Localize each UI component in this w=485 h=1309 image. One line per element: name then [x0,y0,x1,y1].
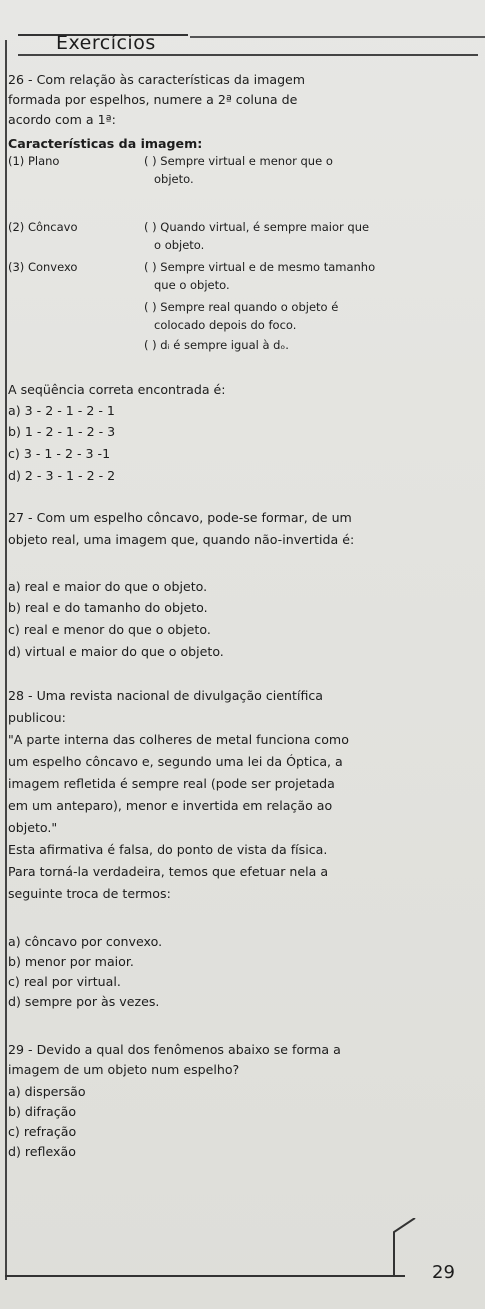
q26-col1-item: (2) Côncavo [8,220,78,234]
q28-line: publicou: [8,710,66,725]
q27-prompt-line: 27 - Com um espelho côncavo, pode-se formar, de um [8,510,352,525]
page-number: 29 [432,1262,455,1283]
q29-prompt-line: 29 - Devido a qual dos fenômenos abaixo se forma a [8,1042,341,1057]
q28-line: um espelho côncavo e, segundo uma lei da Óptica, a [8,754,343,769]
page-title: Exercícios [56,32,156,54]
frame-line [18,54,478,56]
q26-option: a) 3 - 2 - 1 - 2 - 1 [8,403,115,418]
q27-option: c) real e menor do que o objeto. [8,622,211,637]
q28-line: seguinte troca de termos: [8,886,171,901]
frame-line [190,36,485,38]
q26-col1-item: (3) Convexo [8,260,78,274]
q28-line: Esta afirmativa é falsa, do ponto de vista da física. [8,842,328,857]
q28-option: b) menor por maior. [8,954,134,969]
q26-col2-item: ( ) Sempre real quando o objeto é [144,300,339,314]
q26-col2-item: colocado depois do foco. [154,318,297,332]
q29-option: a) dispersão [8,1084,86,1099]
q28-line: em um anteparo), menor e invertida em relação ao [8,798,333,813]
q29-option: d) reflexão [8,1144,76,1159]
q26-prompt-line: 26 - Com relação às características da imagem [8,72,306,87]
q26-answer-prompt: A seqüência correta encontrada é: [8,382,226,397]
q28-line: objeto." [8,820,58,835]
q28-line: 28 - Uma revista nacional de divulgação científica [8,688,324,703]
q26-option: d) 2 - 3 - 1 - 2 - 2 [8,468,116,483]
frame-line [5,1275,405,1277]
q26-col2-item: ( ) dᵢ é sempre igual à dₒ. [144,338,289,352]
q28-option: c) real por virtual. [8,974,121,989]
q28-line: "A parte interna das colheres de metal funciona como [8,732,349,747]
q26-col2-item: objeto. [154,172,194,186]
q26-prompt-line: acordo com a 1ª: [8,112,116,127]
q27-option: a) real e maior do que o objeto. [8,579,208,594]
q26-option: c) 3 - 1 - 2 - 3 -1 [8,446,111,461]
q27-option: d) virtual e maior do que o objeto. [8,644,224,659]
q26-col1-item: (1) Plano [8,154,60,168]
frame-line [5,40,7,1280]
q26-prompt-line: formada por espelhos, numere a 2ª coluna de [8,92,298,107]
q26-col2-item: ( ) Sempre virtual e de mesmo tamanho [144,260,376,274]
q29-prompt-line: imagem de um objeto num espelho? [8,1062,240,1077]
q26-col2-item: que o objeto. [154,278,230,292]
q26-subheading: Características da imagem: [8,136,203,151]
q29-option: b) difração [8,1104,77,1119]
q28-line: imagem refletida é sempre real (pode ser projetada [8,776,335,791]
q26-col2-item: o objeto. [154,238,205,252]
q28-option: d) sempre por às vezes. [8,994,160,1009]
q26-col2-item: ( ) Quando virtual, é sempre maior que [144,220,370,234]
q26-option: b) 1 - 2 - 1 - 2 - 3 [8,424,116,439]
q27-prompt-line: objeto real, uma imagem que, quando não-invertida é: [8,532,355,547]
frame-corner [393,1218,417,1278]
q29-option: c) refração [8,1124,77,1139]
q28-line: Para torná-la verdadeira, temos que efetuar nela a [8,864,329,879]
q26-col2-item: ( ) Sempre virtual e menor que o [144,154,333,168]
q27-option: b) real e do tamanho do objeto. [8,600,208,615]
q28-option: a) côncavo por convexo. [8,934,163,949]
